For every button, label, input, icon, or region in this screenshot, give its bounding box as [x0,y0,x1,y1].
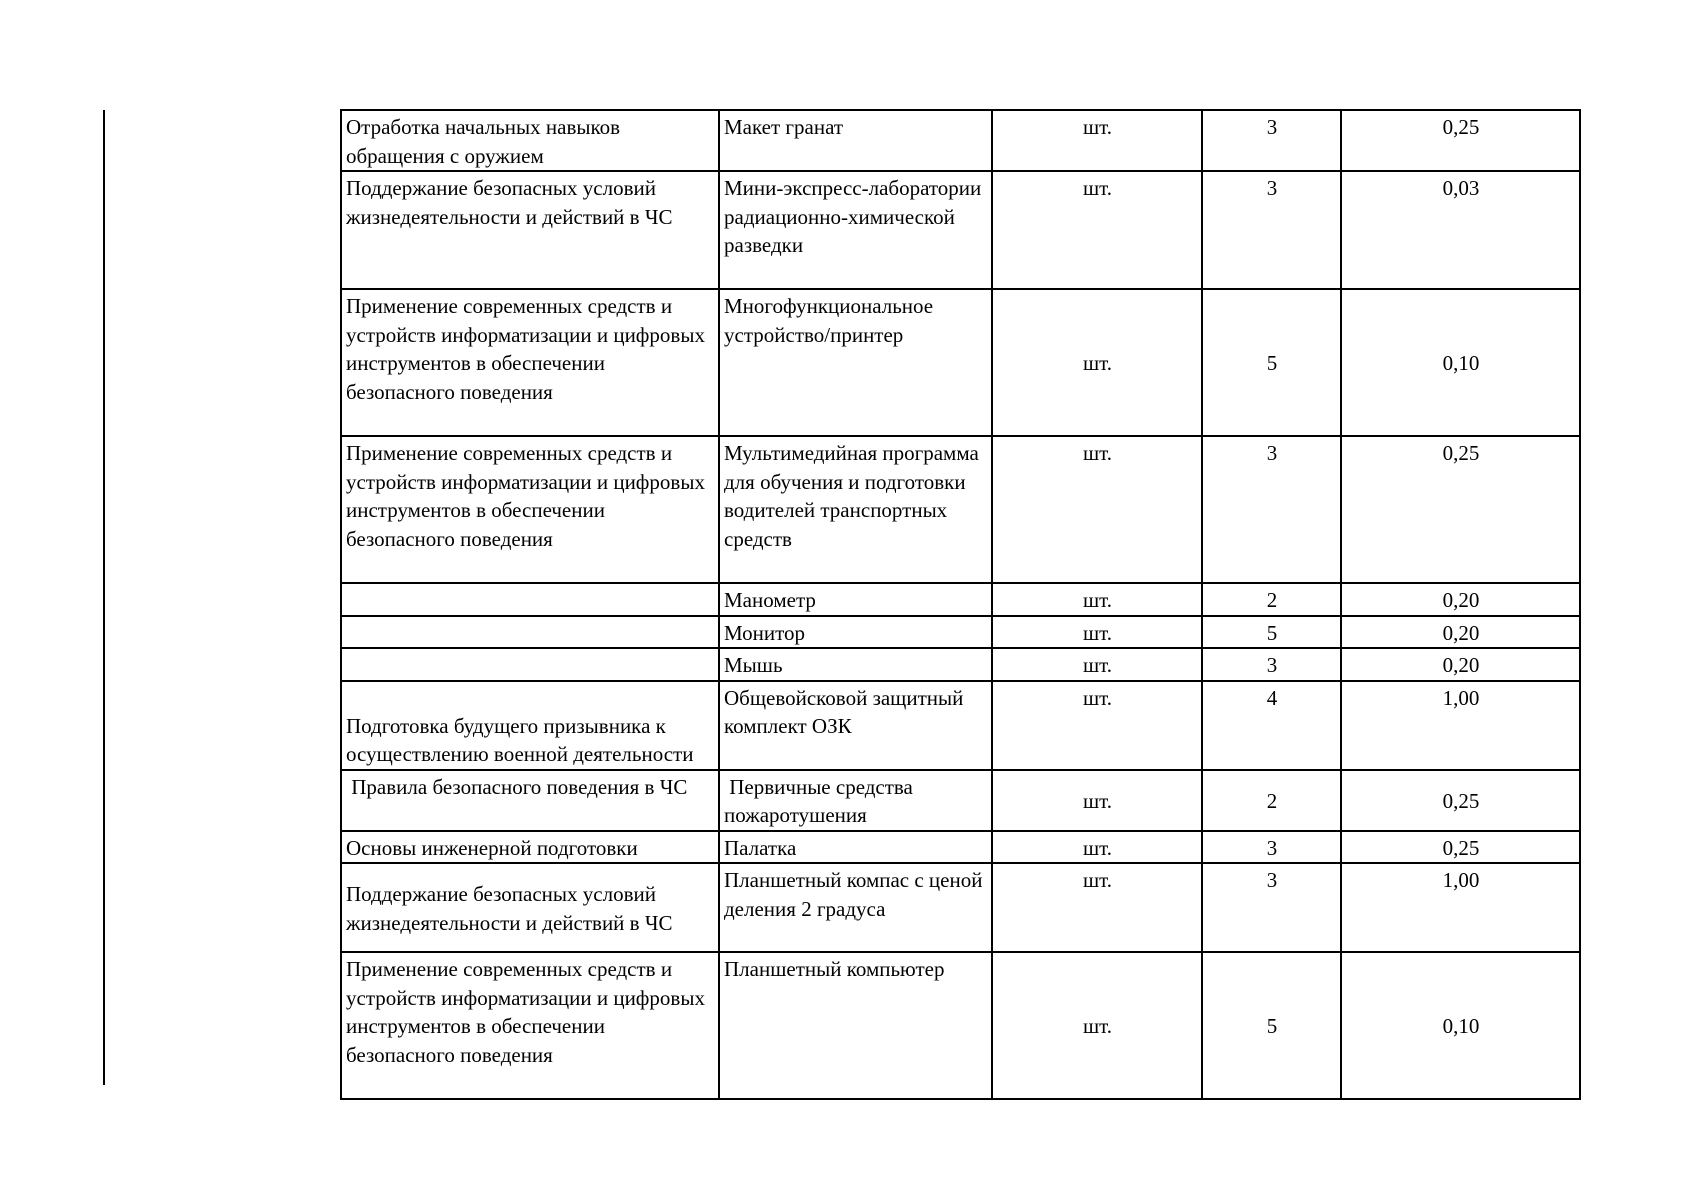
coefficient-cell: 0,10 [1341,289,1580,436]
item-cell: Многофункциональное устройство/принтер [719,289,992,436]
quantity-cell: 5 [1202,616,1341,649]
unit-cell: шт. [992,583,1202,616]
section-cell [341,616,719,649]
unit-cell: шт. [992,436,1202,583]
section-cell: Применение современных средств и устройств информатизации и цифровых инструментов в обеспечении безопасного поведения [341,952,719,1099]
coefficient-cell: 0,10 [1341,952,1580,1099]
table-row [341,681,1580,770]
unit-cell: шт. [992,616,1202,649]
table-row [341,289,1580,436]
quantity-cell: 3 [1202,863,1341,952]
section-cell: Отработка начальных навыков обращения с оружием [341,110,719,171]
unit-cell: шт. [992,770,1202,831]
item-cell: Планшетный компьютер [719,952,992,1099]
table-row [341,583,1580,616]
unit-cell: шт. [992,863,1202,952]
quantity-cell: 2 [1202,583,1341,616]
item-cell: Макет гранат [719,110,992,171]
table-row [341,616,1580,649]
unit-cell: шт. [992,952,1202,1099]
unit-cell: шт. [992,831,1202,864]
table-row [341,171,1580,289]
coefficient-cell: 0,25 [1341,436,1580,583]
quantity-cell: 2 [1202,770,1341,831]
section-cell: Правила безопасного поведения в ЧС [341,770,719,831]
section-cell: Основы инженерной подготовки [341,831,719,864]
coefficient-cell: 0,03 [1341,171,1580,289]
item-cell: Монитор [719,616,992,649]
coefficient-cell: 1,00 [1341,681,1580,770]
quantity-cell: 5 [1202,289,1341,436]
section-cell [341,648,719,681]
quantity-cell: 3 [1202,648,1341,681]
table-row [341,770,1580,831]
item-cell: Общевойсковой защитный комплект ОЗК [719,681,992,770]
unit-cell: шт. [992,171,1202,289]
section-cell: Применение современных средств и устройств информатизации и цифровых инструментов в обеспечении безопасного поведения [341,436,719,583]
section-cell: Поддержание безопасных условий жизнедеятельности и действий в ЧС [341,171,719,289]
quantity-cell: 3 [1202,171,1341,289]
item-cell: Мультимедийная программа для обучения и подготовки водителей транспортных средств [719,436,992,583]
page-margin-line [103,110,105,1085]
quantity-cell: 3 [1202,436,1341,583]
section-cell: Поддержание безопасных условий жизнедеятельности и действий в ЧС [341,863,719,952]
coefficient-cell: 0,25 [1341,831,1580,864]
item-cell: Манометр [719,583,992,616]
coefficient-cell: 0,20 [1341,648,1580,681]
table-row [341,863,1580,952]
table-row [341,648,1580,681]
coefficient-cell: 1,00 [1341,863,1580,952]
quantity-cell: 5 [1202,952,1341,1099]
unit-cell: шт. [992,648,1202,681]
coefficient-cell: 0,20 [1341,616,1580,649]
equipment-table [340,109,1581,1100]
quantity-cell: 3 [1202,831,1341,864]
item-cell: Планшетный компас с ценой деления 2 градуса [719,863,992,952]
unit-cell: шт. [992,289,1202,436]
section-cell [341,583,719,616]
item-cell: Мышь [719,648,992,681]
section-cell: Применение современных средств и устройств информатизации и цифровых инструментов в обеспечении безопасного поведения [341,289,719,436]
item-cell: Палатка [719,831,992,864]
table-row [341,952,1580,1099]
coefficient-cell: 0,25 [1341,110,1580,171]
table-row [341,436,1580,583]
coefficient-cell: 0,20 [1341,583,1580,616]
quantity-cell: 3 [1202,110,1341,171]
section-cell: Подготовка будущего призывника к осуществлению военной деятельности [341,681,719,770]
unit-cell: шт. [992,681,1202,770]
unit-cell: шт. [992,110,1202,171]
coefficient-cell: 0,25 [1341,770,1580,831]
quantity-cell: 4 [1202,681,1341,770]
table-row [341,110,1580,171]
item-cell: Первичные средства пожаротушения [719,770,992,831]
item-cell: Мини-экспресс-лаборатории радиационно-химической разведки [719,171,992,289]
table-row [341,831,1580,864]
